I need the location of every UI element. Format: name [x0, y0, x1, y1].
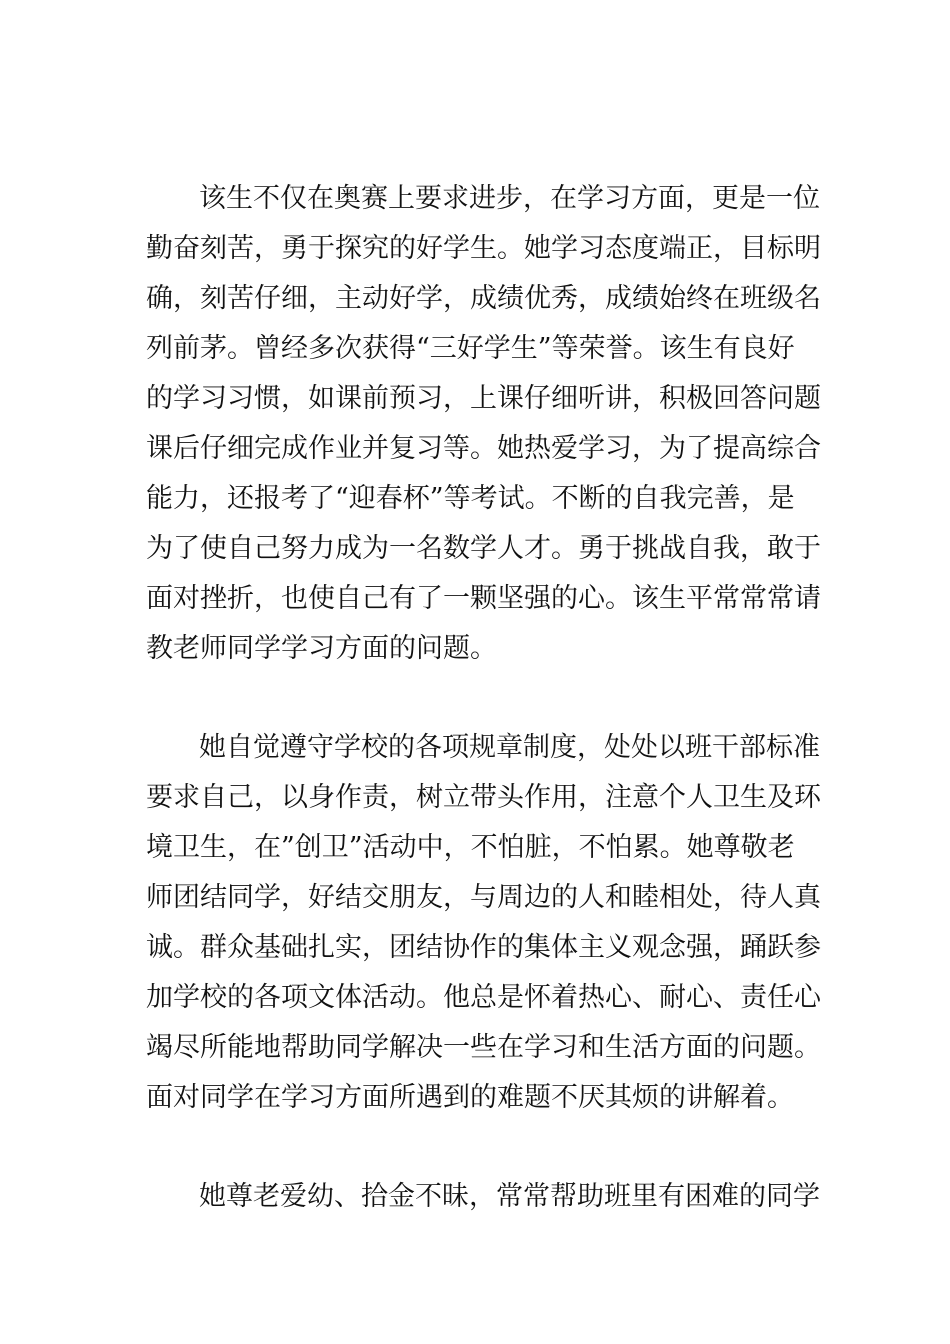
- paragraph-2-line-8: 面对同学在学习方面所遇到的难题不厌其烦的讲解着。: [146, 1082, 794, 1113]
- paragraph-1-line-4: 列前茅。曾经多次获得“三好学生”等荣誉。该生有良好: [146, 333, 795, 364]
- paragraph-3-line-1: 她尊老爱幼、拾金不昧，常常帮助班里有困难的同学: [199, 1181, 820, 1212]
- paragraph-1-line-2: 勤奋刻苦，勇于探究的好学生。她学习态度端正，目标明: [146, 233, 821, 264]
- paragraph-1-line-7: 能力，还报考了“迎春杯”等考试。不断的自我完善，是: [146, 483, 795, 514]
- paragraph-1-line-10: 教老师同学学习方面的问题。: [146, 633, 497, 664]
- paragraph-1-line-3: 确，刻苦仔细，主动好学，成绩优秀，成绩始终在班级名: [146, 283, 821, 314]
- paragraph-1-line-9: 面对挫折，也使自己有了一颗坚强的心。该生平常常常请: [146, 583, 821, 614]
- paragraph-1-line-6: 课后仔细完成作业并复习等。她热爱学习，为了提高综合: [146, 433, 821, 464]
- paragraph-1-line-1: 该生不仅在奥赛上要求进步，在学习方面，更是一位: [199, 183, 820, 214]
- paragraph-1-line-5: 的学习习惯，如课前预习，上课仔细听讲，积极回答问题: [146, 383, 821, 414]
- paragraph-2-line-4: 师团结同学，好结交朋友，与周边的人和睦相处，待人真: [146, 882, 821, 913]
- paragraph-2-line-2: 要求自己，以身作责，树立带头作用，注意个人卫生及环: [146, 782, 821, 813]
- paragraph-2-line-1: 她自觉遵守学校的各项规章制度，处处以班干部标准: [199, 732, 820, 763]
- paragraph-1-line-8: 为了使自己努力成为一名数学人才。勇于挑战自我，敢于: [146, 533, 821, 564]
- paragraph-2-line-7: 竭尽所能地帮助同学解决一些在学习和生活方面的问题。: [146, 1032, 821, 1063]
- paragraph-2-line-3: 境卫生，在”创卫”活动中，不怕脏，不怕累。她尊敬老: [146, 832, 795, 863]
- paragraph-2-line-6: 加学校的各项文体活动。他总是怀着热心、耐心、责任心: [146, 982, 821, 1013]
- paragraph-2-line-5: 诚。群众基础扎实，团结协作的集体主义观念强，踊跃参: [146, 932, 821, 963]
